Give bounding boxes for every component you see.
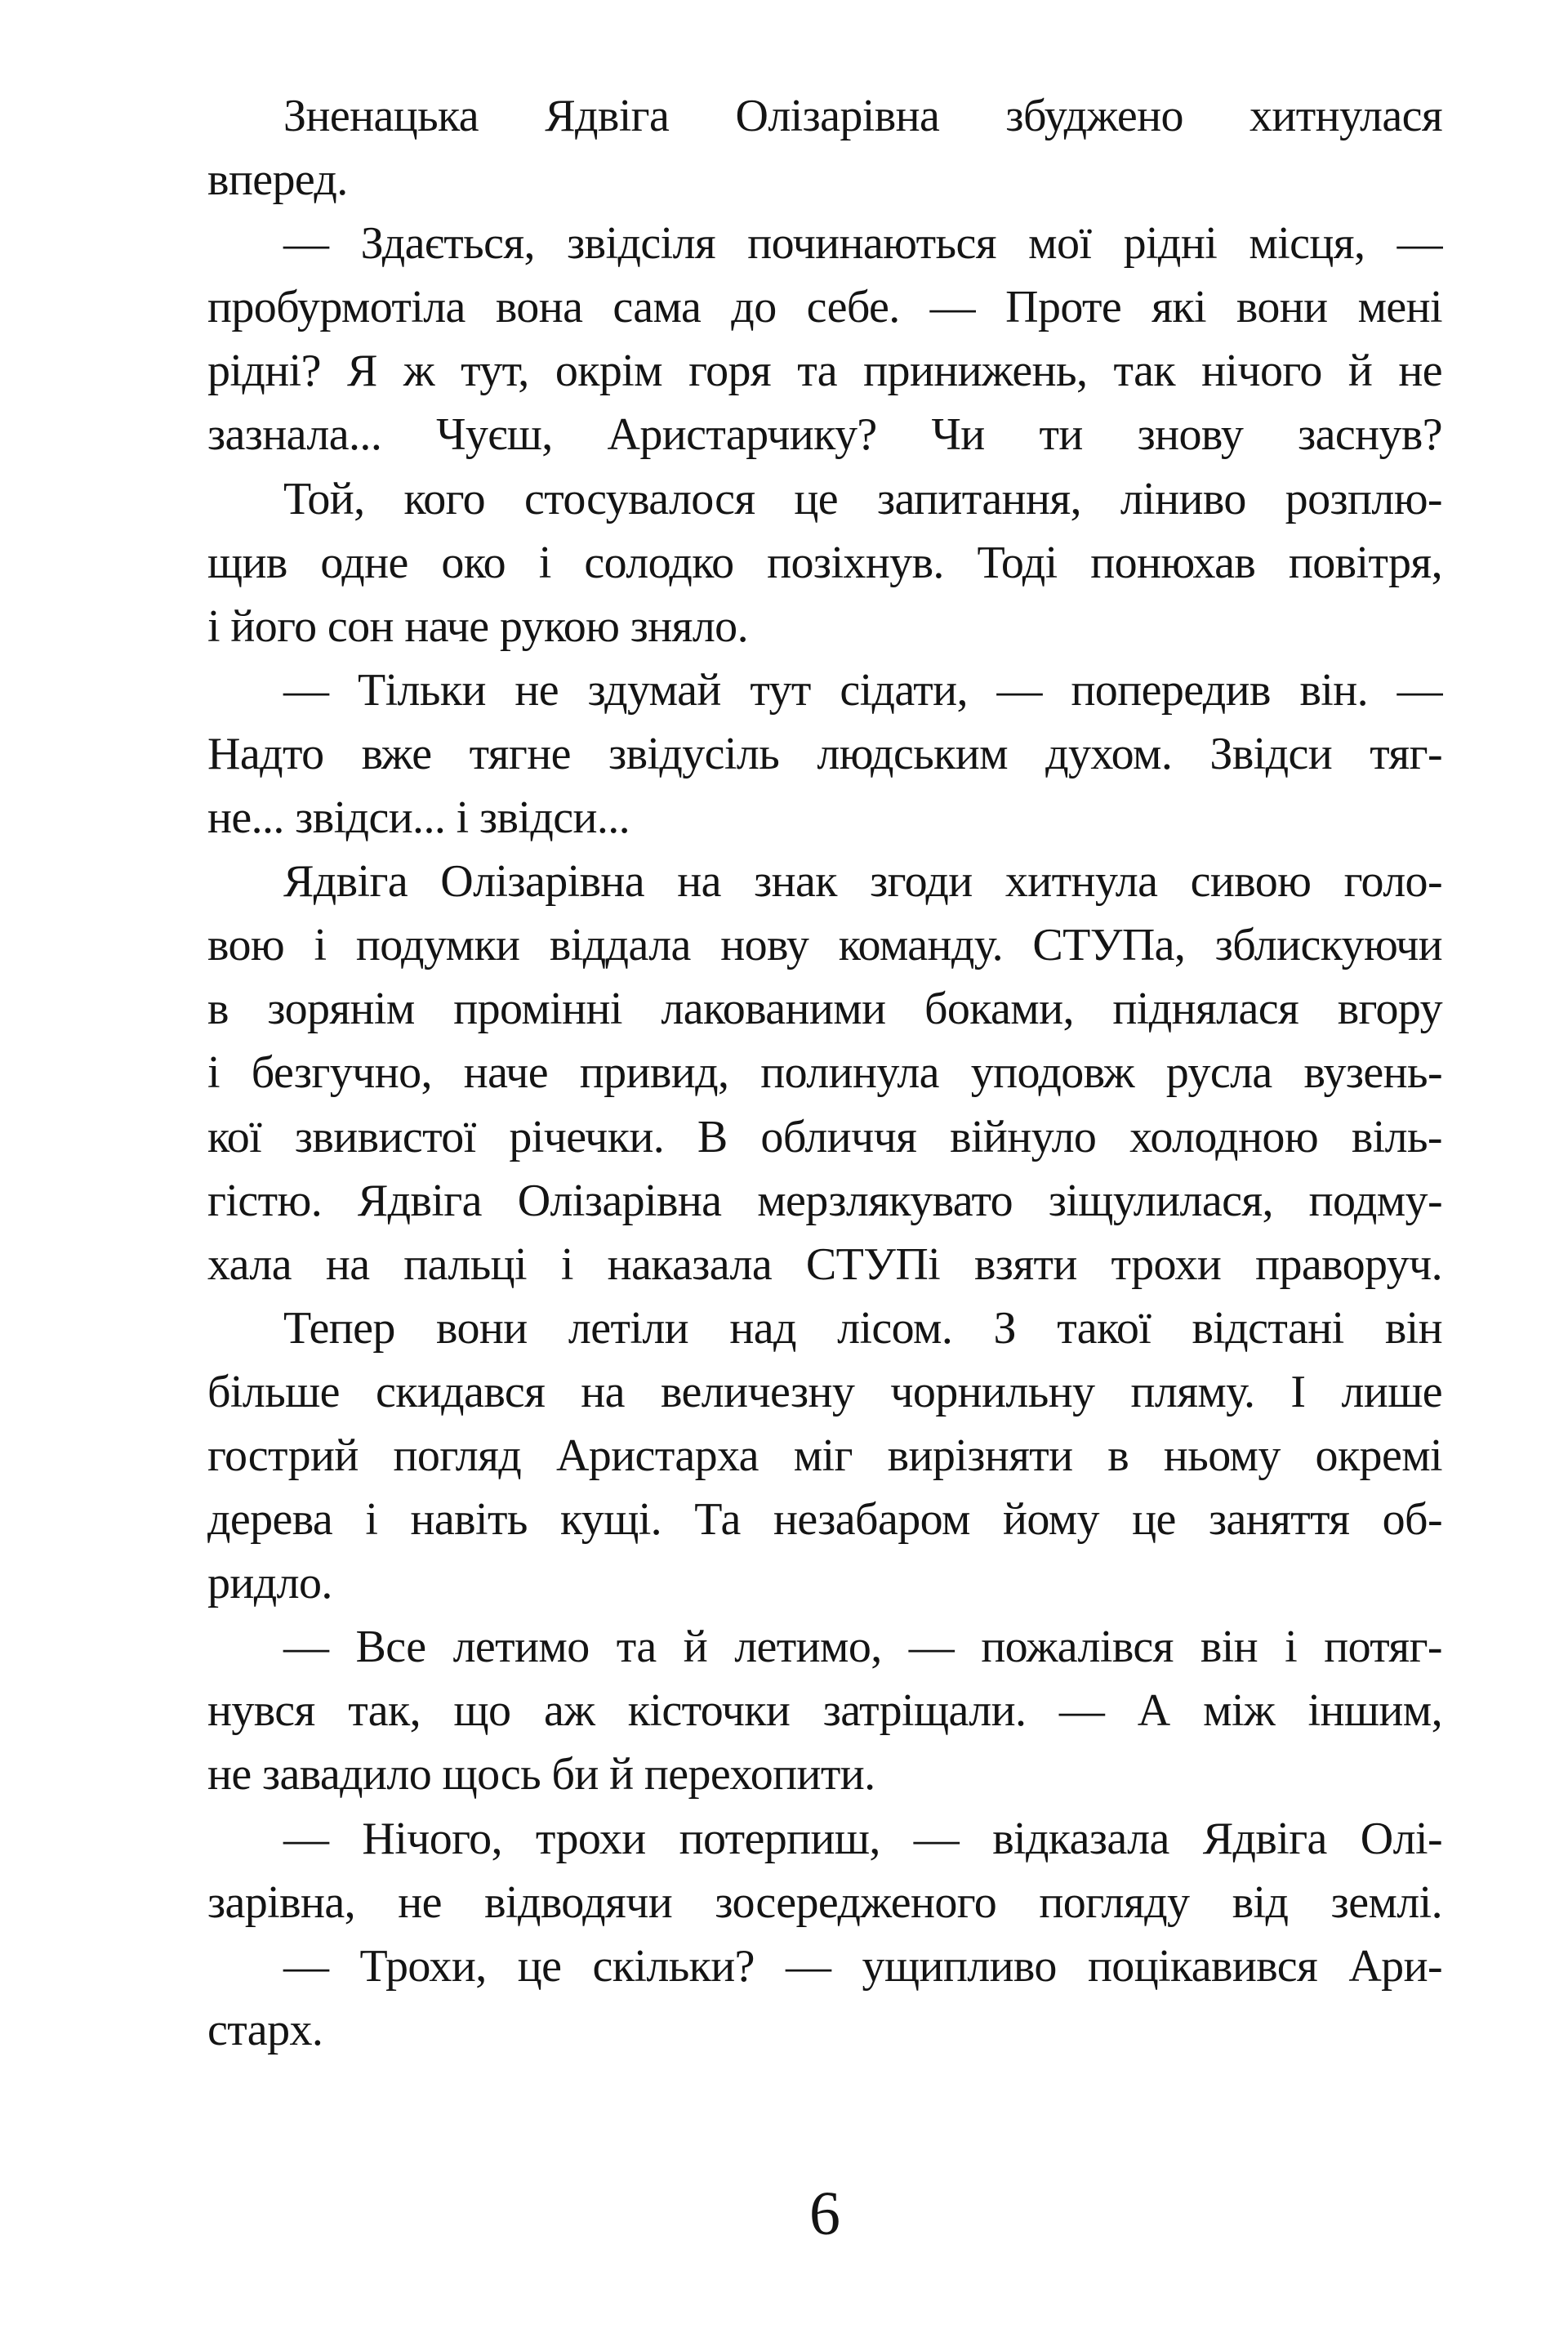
text-line: рідні? Я ж тут, окрім горя та принижень, так нічого й не <box>207 346 1442 397</box>
text-line: кої звивистої річечки. В обличчя війнуло холодною віль- <box>207 1111 1442 1162</box>
text-line: — Трохи, це скільки? — ущипливо поцікавився Ари- <box>283 1940 1442 1992</box>
text-line: дерева і навіть кущі. Та незабаром йому це заняття об- <box>207 1494 1442 1546</box>
text-line: — Здається, звідсіля починаються мої рідні місця, — <box>283 218 1442 270</box>
text-line: Надто вже тягне звідусіль людським духом. Звідси тяг- <box>207 728 1442 779</box>
text-line: не завадило щось би й перехопити. <box>207 1749 875 1800</box>
text-line: і його сон наче рукою зняло. <box>207 600 748 652</box>
text-line: Зненацька Ядвіга Олізарівна збуджено хитнулася <box>283 91 1442 141</box>
text-line: старх. <box>207 2004 323 2055</box>
text-line: гострий погляд Аристарха міг вирізняти в ньому окремі <box>207 1430 1442 1481</box>
text-line: не... звідси... і звідси... <box>207 792 630 844</box>
text-line: Тепер вони летіли над лісом. З такої відстані він <box>283 1302 1442 1354</box>
text-line: зазнала... Чуєш, Аристарчику? Чи ти знову заснув? <box>207 409 1442 461</box>
text-line: Ядвіга Олізарівна на знак згоди хитнула сивою голо- <box>283 856 1442 908</box>
page-number: 6 <box>809 2180 840 2248</box>
text-line: гістю. Ядвіга Олізарівна мерзлякувато зіщулилася, подму- <box>207 1175 1442 1226</box>
text-line: — Тільки не здумай тут сідати, — попередив він. — <box>283 664 1442 716</box>
text-line: пробурмотіла вона сама до себе. — Проте які вони мені <box>207 282 1442 333</box>
text-line: щив одне око і солодко позіхнув. Тоді понюхав повітря, <box>207 537 1442 588</box>
text-line: вперед. <box>207 154 348 206</box>
text-line: — Все летимо та й летимо, — пожалівся він і потяг- <box>283 1622 1442 1673</box>
text-line: нувся так, що аж кісточки затріщали. — А між іншим, <box>207 1685 1442 1737</box>
text-line: зарівна, не відводячи зосередженого погляду від землі. <box>207 1876 1442 1928</box>
text-line: в зорянім промінні лакованими боками, піднялася вгору <box>207 984 1442 1035</box>
text-line: вою і подумки віддала нову команду. СТУПа, зблискуючи <box>207 920 1442 971</box>
text-line: і безгучно, наче привид, полинула уподовж русла вузень- <box>207 1047 1442 1099</box>
text-line: хала на пальці і наказала СТУПі взяти трохи праворуч. <box>207 1238 1442 1290</box>
text-body <box>207 84 1442 2062</box>
text-line: ридло. <box>207 1558 332 1609</box>
text-line: більше скидався на величезну чорнильну пляму. І лише <box>207 1366 1442 1417</box>
text-line: — Нічого, трохи потерпиш, — відказала Ядвіга Олі- <box>283 1813 1442 1864</box>
text-line: Той, кого стосувалося це запитання, ліниво розплю- <box>283 473 1442 524</box>
